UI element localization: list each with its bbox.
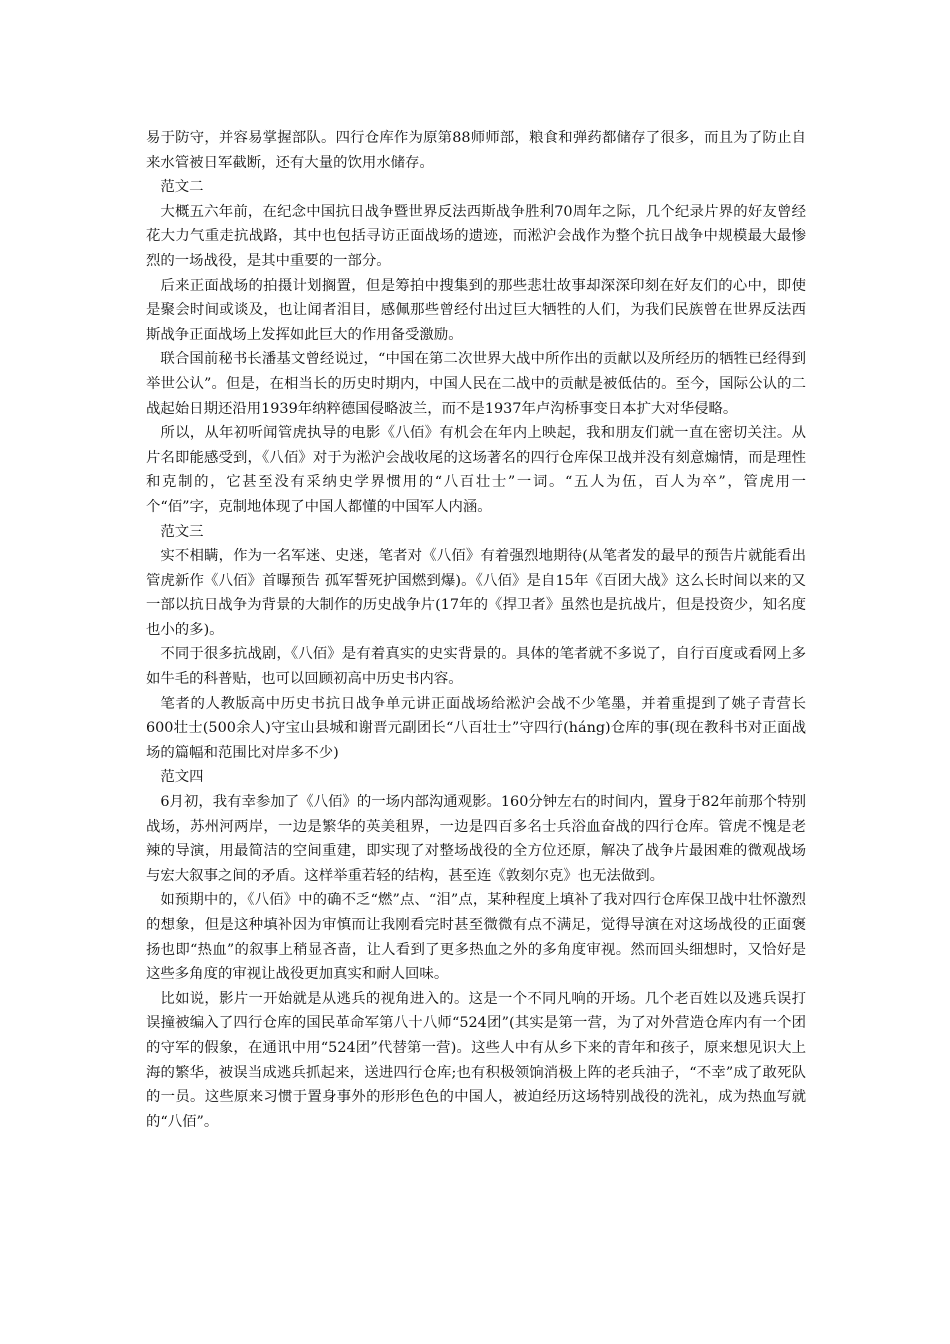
section-heading-3: 范文三	[160, 523, 204, 540]
paragraph-continuation: 易于防守，并容易掌握部队。四行仓库作为原第88师师部，粮食和弹药都储存了很多，而且为了防止自来水管被日军截断，还有大量的饮用水储存。	[146, 130, 806, 171]
paragraph: 比如说，影片一开始就是从逃兵的视角进入的。这是一个不同凡响的开场。几个老百姓以及逃兵误打误撞被编入了四行仓库的国民革命军第八十八师“524团”(其实是第一营，为了对外营造仓库内有一个团的守军的假象，在通讯中用“524团”代替第一营)。这些人中有从乡下来的青年和孩子，原来想见识大上海的繁华，被误当成逃兵抓起来，送进四行仓库;也有积极领饷消极上阵的老兵油子，“不幸”成了敢死队的一员。这些原来习惯于置身事外的形形色色的中国人，被迫经历这场特别战役的洗礼，成为热血写就的“八佰”。	[146, 990, 806, 1130]
section-heading-2: 范文二	[160, 179, 204, 196]
paragraph: 不同于很多抗战剧，《八佰》是有着真实的史实背景的。具体的笔者就不多说了，自行百度或看网上多如牛毛的科普贴，也可以回顾初高中历史书内容。	[146, 646, 806, 688]
paragraph: 联合国前秘书长潘基文曾经说过，“中国在第二次世界大战中所作出的贡献以及所经历的牺牲已经得到举世公认”。但是，在相当长的历史时期内，中国人民在二战中的贡献是被低估的。至今，国际公认的二战起始日期还沿用1939年纳粹德国侵略波兰，而不是1937年卢沟桥事变日本扩大对华侵略。	[146, 351, 806, 417]
section-heading-4: 范文四	[160, 769, 204, 786]
paragraph: 后来正面战场的拍摄计划搁置，但是筹拍中搜集到的那些悲壮故事却深深印刻在好友们的心中，即使是聚会时间或谈及，也让闻者泪目，感佩那些曾经付出过巨大牺牲的人们，为我们民族曾在世界反法西斯战争正面战场上发挥如此巨大的作用备受激励。	[146, 277, 806, 343]
paragraph: 实不相瞒，作为一名军迷、史迷，笔者对《八佰》有着强烈地期待(从笔者发的最早的预告片就能看出管虎新作《八佰》首曝预告 孤军誓死护国燃到爆)。《八佰》是自15年《百团大战》这么长时间以来的又一部以抗日战争为背景的大制作的历史战争片(17年的《捍卫者》虽然也是抗战片，但是投资少，知名度也小的多)。	[146, 548, 806, 638]
paragraph: 如预期中的，《八佰》中的确不乏“燃”点、“泪”点，某种程度上填补了我对四行仓库保卫战中壮怀激烈的想象，但是这种填补因为审慎而让我刚看完时甚至微微有点不满足，觉得导演在对这场战役的正面褒扬也即“热血”的叙事上稍显吝啬，让人看到了更多热血之外的多角度审视。然而回头细想时，又恰好是这些多角度的审视让战役更加真实和耐人回味。	[146, 892, 806, 983]
paragraph: 6月初，我有幸参加了《八佰》的一场内部沟通观影。160分钟左右的时间内，置身于82年前那个特别战场，苏州河两岸，一边是繁华的英美租界，一边是四百多名士兵浴血奋战的四行仓库。管虎不愧是老辣的导演，用最简洁的空间重建，即实现了对整场战役的全方位还原，解决了战争片最困难的微观战场与宏大叙事之间的矛盾。这样举重若轻的结构，甚至连《敦刻尔克》也无法做到。	[146, 794, 806, 884]
paragraph: 所以，从年初听闻管虎执导的电影《八佰》有机会在年内上映起，我和朋友们就一直在密切关注。从片名即能感受到，《八佰》对于为淞沪会战收尾的这场著名的四行仓库保卫战并没有刻意煽情，而是理性和克制的，它甚至没有采纳史学界惯用的“八百壮士”一词。“五人为伍，百人为卒”，管虎用一个“佰”字，克制地体现了中国人都懂的中国军人内涵。	[146, 425, 806, 515]
paragraph: 笔者的人教版高中历史书抗日战争单元讲正面战场给淞沪会战不少笔墨，并着重提到了姚子青营长600壮士(500余人)守宝山县城和谢晋元副团长“八百壮士”守四行(háng)仓库的事(现在教科书对正面战场的篇幅和范围比对岸多不少)	[146, 695, 806, 761]
paragraph: 大概五六年前，在纪念中国抗日战争暨世界反法西斯战争胜利70周年之际，几个纪录片界的好友曾经花大力气重走抗战路，其中也包括寻访正面战场的遗迹，而淞沪会战作为整个抗日战争中规模最大最惨烈的一场战役，是其中重要的一部分。	[146, 203, 806, 269]
document-page	[146, 126, 806, 1134]
